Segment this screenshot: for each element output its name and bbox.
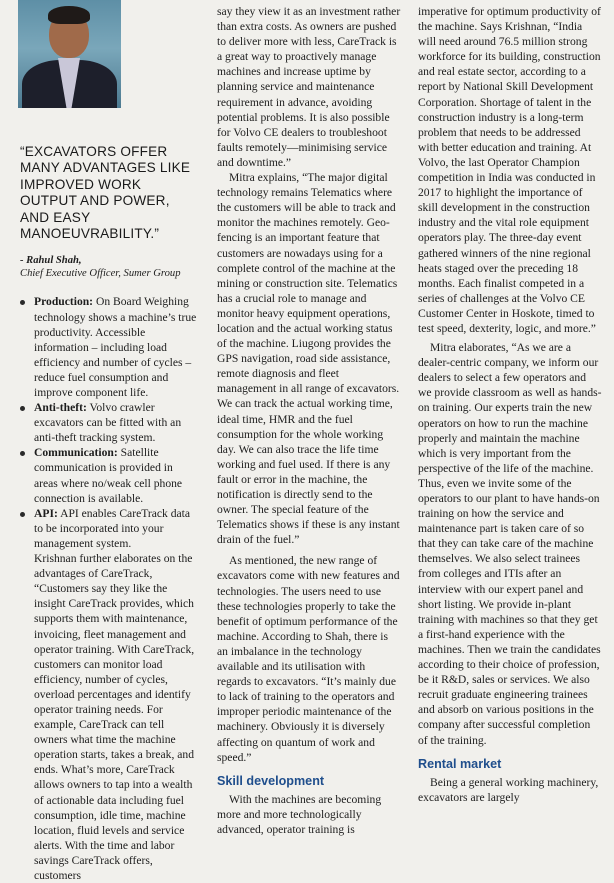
body-paragraph: say they view it as an investment rather than extra costs. As owners are pushed to deliver more with less, CareTrack is a great way to proactively manage machines and increase uptime by planning service and maintenance requirement in advance, avoiding potential problems. It is also possible for Volvo CE dealers to troubleshoot faults remotely—minimising service and downtime.” — [217, 5, 401, 169]
bullet-text: Volvo crawler excavators can be fitted with an anti-theft tracking system. — [34, 401, 182, 445]
list-item — [18, 445, 198, 505]
body-paragraph: Being a general working machinery, excavators are largely — [418, 775, 599, 804]
author-photo — [18, 0, 121, 108]
list-item — [18, 506, 198, 551]
bullet-lead: Communication: — [34, 446, 118, 460]
list-item — [18, 294, 198, 400]
middle-column — [217, 0, 401, 837]
bullet-lead: Anti-theft: — [34, 401, 87, 415]
body-paragraph: As mentioned, the new range of excavators come with new features and technologies. The users need to use these technologies properly to take the benefit of optimum performance of the machine. According to Shah, there is an imbalance in the technology available and its utilisation with regards to excavators. “It’s mainly due to lack of training to the operators and improper periodic maintenance of the machinery. Obviously it is diversely affecting on quantum of work and speed.” — [217, 554, 400, 764]
bullet-text: On Board Weighing technology shows a machine’s true productivity. Accessible information – including load efficiency and number of cycles – reduce fuel consumption and improve component life. — [34, 295, 197, 399]
section-heading: Skill development — [217, 773, 325, 788]
bullet-lead: Production: — [34, 295, 94, 309]
section-heading: Rental market — [418, 756, 502, 771]
list-item — [18, 400, 198, 445]
body-paragraph: Krishnan further elaborates on the advantages of CareTrack, “Customers say they like the insight CareTrack provides, which supports them with maintenance, invoicing, fleet management and operator training. With CareTrack, customers can monitor load efficiency, number of cycles, overload percentages and identify operator training needs. For example, CareTrack can tell owners what time the machine operation starts, takes a break, and ends. What’s more, CareTrack allows owners to tap into a wealth of actionable data including fuel consumption, idle time, machine location, fluid levels and service alerts. With the time and labor savings CareTrack offers, customers — [34, 552, 195, 882]
bullet-text: Satellite communication is provided in areas where no/weak cell phone connection is available. — [34, 446, 183, 505]
bullet-text: API enables CareTrack data to be incorporated into your management system. — [34, 506, 191, 550]
pull-quote: “EXCAVATORS OFFER MANY ADVANTAGES LIKE IMPROVED WORK OUTPUT AND POWER, AND EASY MANOEUVRABILITY.” — [20, 144, 191, 242]
attribution-name: - Rahul Shah, — [20, 255, 82, 267]
body-paragraph: Mitra explains, “The major digital technology remains Telematics where the customers will be able to track and monitor the machines remotely. Geo-fencing is an important feature that customers are nowadays using for a complete control of the machine at the mining or construction site. Telematics has a crucial role to manage and monitor heavy equipment operations, location and the actual working status of the machine. Liugong provides the GPS navigation, road side assistance, remote diagnosis and fleet management in all range of excavators. We can track the actual working time, ideal time, HMR and the fuel consumption for the whole working day. We can also trace the life time working and fuel used. If there is any fault or error in the machine, the notification is directly send to the owner. The special feature of the Telematics shows if these is any instant drain of the fuel.” — [217, 171, 400, 547]
body-paragraph: With the machines are becoming more and more technologically advanced, operator training is — [217, 792, 382, 836]
quote-attribution — [20, 254, 198, 280]
bullet-lead: API: — [34, 506, 58, 520]
right-column — [418, 0, 602, 805]
feature-list — [18, 294, 198, 551]
attribution-title: Chief Executive Officer, Sumer Group — [20, 268, 181, 280]
body-paragraph: imperative for optimum productivity of the machine. Says Krishnan, “India will need around 76.5 million strong workforce for its building, construction and real estate sector, according to a report by National Skill Development Corporation. Shortage of talent in the construction industry is a long-term problem that needs to be addressed with better education and training. At Volvo, the last Operator Champion competition in India was conducted in 2017 to highlight the importance of skill development in the construction industry and the vital role equipment operators play. The three-day event gathered winners of the nine regional heats staged over the preceding 18 months. Each finalist competed in a series of challenges at the Volvo CE Customer Center in Hoskote, timed to test speed, dexterity, logic, and more.” — [418, 5, 601, 335]
body-paragraph: Mitra elaborates, “As we are a dealer-centric company, we inform our dealers to select a few operators and we provide classroom as well as hands-on training. Our experts train the new operators on how to run the machine properly and maintain the machine which is very important from the perspective of the life of the machine. Thus, even we invite some of the operators to our plant to have hands-on training on how the service and maintenance part is taken care of so that they can take care of the machine themselves. We also select trainees from colleges and ITIs after an interview with our expert panel and short listing. We provide in-plant training with machines so that they get a first-hand experience with the machines. Then we train the candidates according to their choice of profession, be it R&D, sales or services. We also recruit graduate engineering trainees and absorb on various positions in the company after successful completion of the training. — [418, 341, 602, 747]
left-column — [18, 0, 198, 883]
